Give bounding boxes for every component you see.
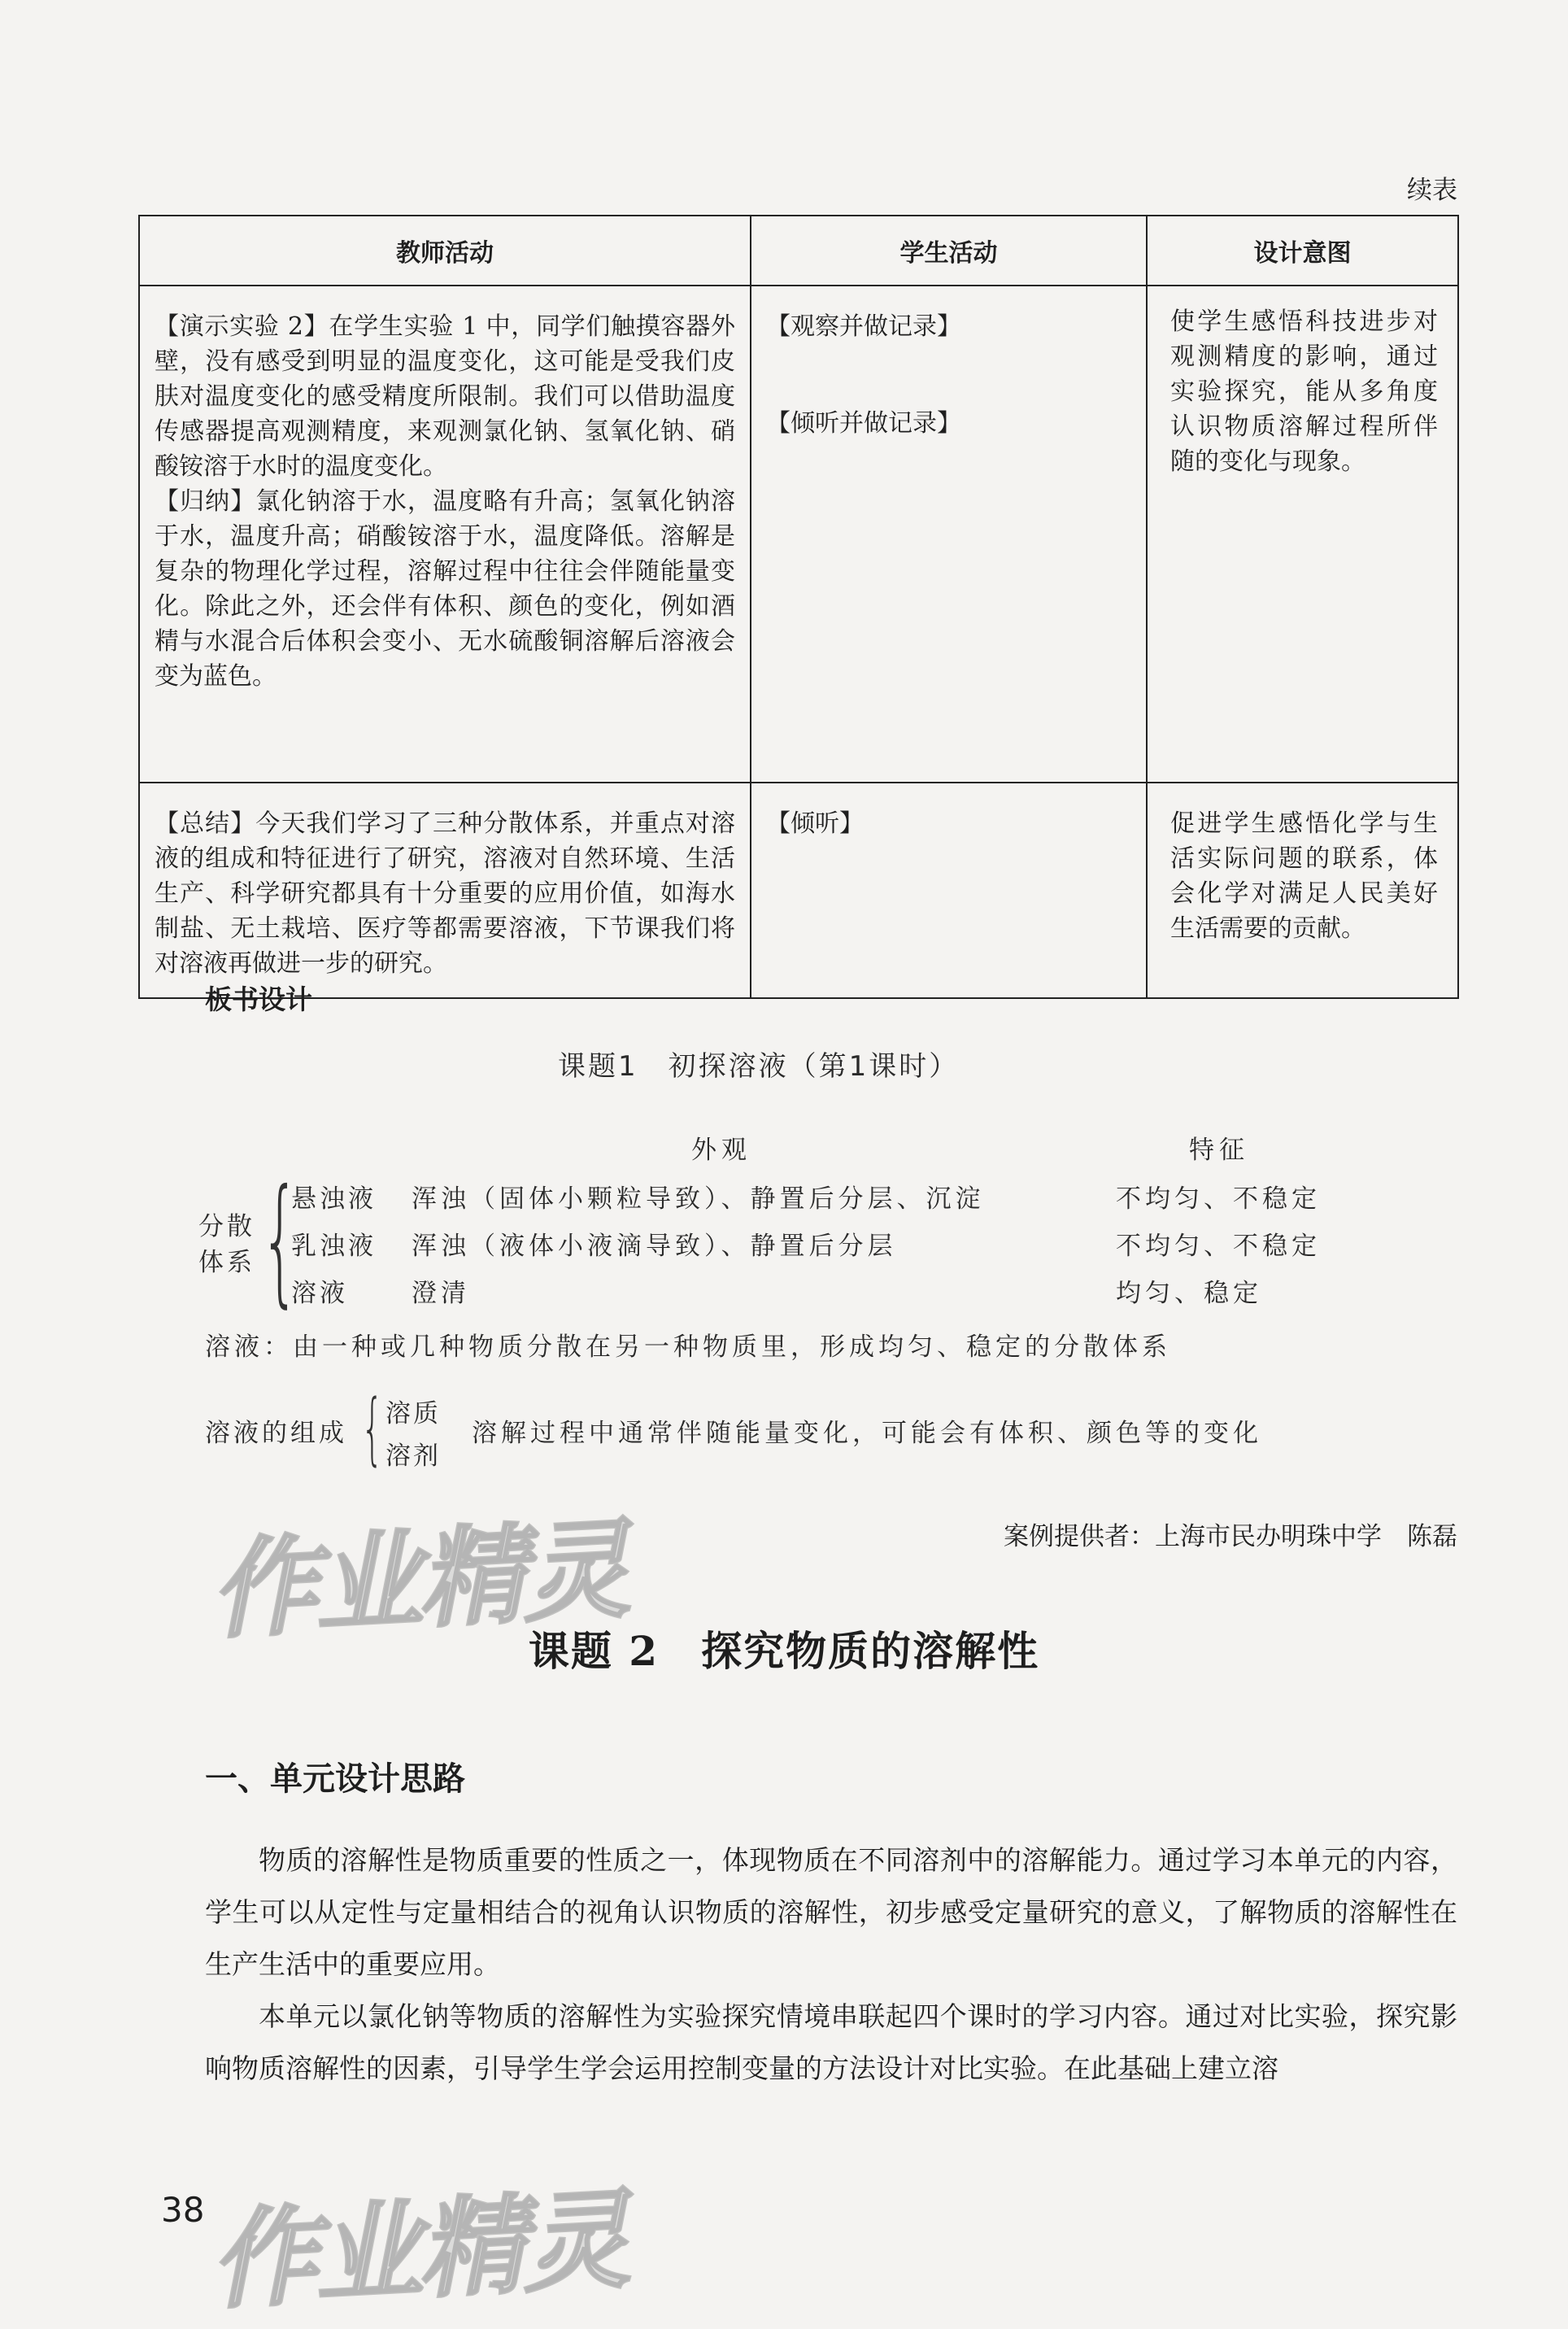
composition-brace: {: [361, 1383, 384, 1474]
page-number: 38: [161, 2190, 205, 2230]
system-name: 乳浊液: [291, 1232, 377, 1261]
system-appearance: 浑浊（液体小液滴导致）、静置后分层: [412, 1232, 897, 1261]
section-title: 课题 2 探究物质的溶解性: [528, 1627, 1040, 1675]
header-intent: 设计意图: [1147, 216, 1458, 286]
board-col-appearance: 外观: [691, 1136, 751, 1165]
intent-text: 促进学生感悟化学与生活实际问题的联系，体会化学对满足人民美好生活需要的贡献。: [1170, 809, 1438, 943]
system-name: 溶液: [291, 1279, 348, 1308]
composition-part: 溶质: [385, 1399, 441, 1428]
teacher-text: 【归纳】氯化钠溶于水，温度略有升高；氢氧化钠溶于水，温度升高；硝酸铵溶于水，温度降低。溶解是复杂的物理化学过程，溶解过程中往往会伴随能量变化。除此之外，还会伴有体积、颜色的变化，例如酒精与水混合后体积会变小、无水硫酸铜溶解后溶液会变为蓝色。: [155, 487, 735, 691]
system-name: 悬浊液: [291, 1184, 377, 1214]
system-appearance: 浑浊（固体小颗粒导致）、静置后分层、沉淀: [412, 1184, 985, 1214]
case-provider: 案例提供者：上海市民办明珠中学 陈磊: [1004, 1522, 1457, 1551]
system-feature: 均匀、稳定: [1116, 1279, 1262, 1308]
intent-cell: [1147, 783, 1458, 998]
lesson-activity-table: [138, 215, 1459, 999]
header-teacher: 教师活动: [139, 216, 751, 286]
teacher-cell: [139, 286, 751, 783]
watermark-top: 作业精灵: [207, 1507, 630, 1655]
student-cell: [751, 783, 1147, 998]
table-row: [139, 783, 1458, 998]
composition-part: 溶剂: [385, 1441, 441, 1471]
board-title: 课题1 初探溶液（第1课时）: [558, 1050, 960, 1083]
continued-label: 续表: [1407, 176, 1457, 205]
board-definition: 溶液：由一种或几种物质分散在另一种物质里，形成均匀、稳定的分散体系: [205, 1332, 1171, 1362]
subsection-title: 一、单元设计思路: [205, 1760, 465, 1798]
teacher-cell: [139, 783, 751, 998]
table-header-row: [139, 216, 1458, 286]
board-brace: {: [260, 1160, 300, 1321]
board-group-label: 体系: [198, 1248, 255, 1277]
table-row: [139, 286, 1458, 783]
board-section-label: 板书设计: [205, 984, 312, 1015]
intent-text: 使学生感悟科技进步对观测精度的影响，通过实验探究，能从多角度认识物质溶解过程所伴随的变化与现象。: [1170, 307, 1438, 476]
system-appearance: 澄清: [412, 1279, 470, 1308]
student-text: 【倾听】: [766, 809, 864, 838]
teacher-text: 【演示实验 2】在学生实验 1 中，同学们触摸容器外壁，没有感受到明显的温度变化，这可能是受我们皮肤对温度变化的感受精度所限制。我们可以借助温度传感器提高观测精度，来观测氯化钠、氢氧化钠、硝酸铵溶于水时的温度变化。: [155, 312, 735, 481]
student-text: 【倾听并做记录】: [766, 409, 961, 438]
header-student: 学生活动: [751, 216, 1147, 286]
student-text: 【观察并做记录】: [766, 312, 961, 341]
system-feature: 不均匀、不稳定: [1116, 1232, 1321, 1261]
paragraph: 本单元以氯化钠等物质的溶解性为实验探究情境串联起四个课时的学习内容。通过对比实验，探究影响物质溶解性的因素，引导学生学会运用控制变量的方法设计对比实验。在此基础上建立溶: [205, 2000, 1457, 2084]
board-group-label: 分散: [198, 1212, 255, 1241]
composition-label: 溶液的组成: [205, 1419, 347, 1448]
paragraph: 物质的溶解性是物质重要的性质之一，体现物质在不同溶剂中的溶解能力。通过学习本单元的内容，学生可以从定性与定量相结合的视角认识物质的溶解性，初步感受定量研究的意义，了解物质的溶解性在生产生活中的重要应用。: [205, 1844, 1457, 1980]
board-col-feature: 特征: [1189, 1136, 1249, 1165]
composition-note: 溶解过程中通常伴随能量变化，可能会有体积、颜色等的变化: [472, 1419, 1262, 1448]
watermark-bottom: 作业精灵: [207, 2177, 630, 2325]
student-cell: [751, 286, 1147, 783]
system-feature: 不均匀、不稳定: [1116, 1184, 1321, 1214]
intent-cell: [1147, 286, 1458, 783]
teacher-text: 【总结】今天我们学习了三种分散体系，并重点对溶液的组成和特征进行了研究，溶液对自然环境、生活生产、科学研究都具有十分重要的应用价值，如海水制盐、无土栽培、医疗等都需要溶液，下节课我们将对溶液再做进一步的研究。: [155, 809, 735, 978]
